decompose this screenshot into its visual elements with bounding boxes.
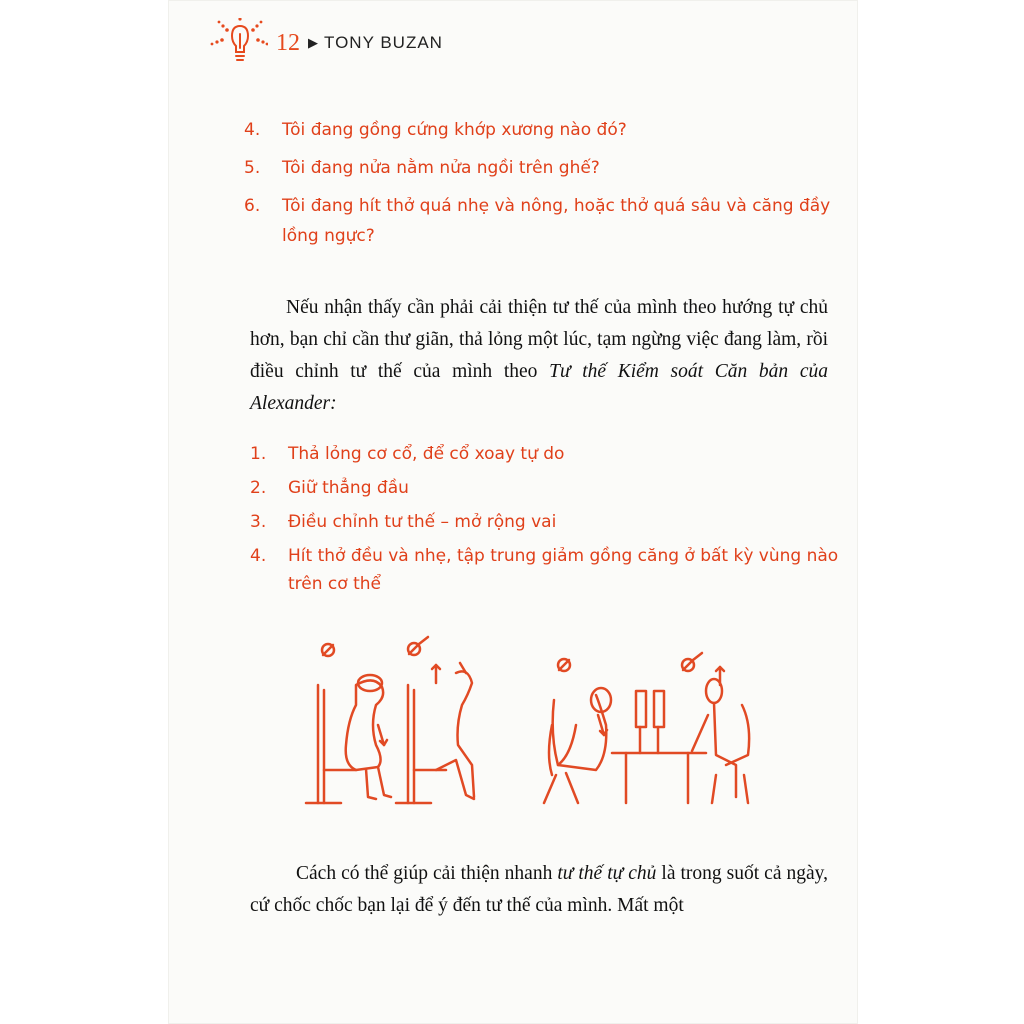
posture-illustration xyxy=(296,625,756,810)
paragraph-italic-text: Tư thế Kiểm soát Căn bản của Alexander: xyxy=(250,361,828,414)
paragraph-text: Nếu nhận thấy cần phải cải thiện tư thế của mình theo hướng tự chủ hơn, bạn chỉ cần thư giãn, thả lỏng một lúc, tạm ngừng việc đang làm, rồi điều chỉnh tư thế của mình theo xyxy=(250,297,828,382)
triangle-right-icon: ▶ xyxy=(308,35,318,50)
steps-list xyxy=(250,440,840,604)
list-item xyxy=(250,542,840,598)
list-item-number: 6. xyxy=(244,196,261,216)
paragraph-text: là trong suốt cả ngày, cứ chốc chốc bạn lại để ý đến tư thế của mình. Mất một xyxy=(250,863,828,916)
list-item-number: 4. xyxy=(250,546,267,566)
list-item-text: Thả lỏng cơ cổ, để cổ xoay tự do xyxy=(288,444,565,464)
list-item-text: Điều chỉnh tư thế – mở rộng vai xyxy=(288,512,557,532)
slumped-posture-figure xyxy=(306,644,391,803)
list-item-number: 1. xyxy=(250,444,267,464)
body-paragraph xyxy=(250,858,828,922)
page-header xyxy=(208,18,443,68)
body-paragraph xyxy=(250,292,828,420)
list-item-number: 3. xyxy=(250,512,267,532)
upright-posture-figure xyxy=(396,637,474,803)
list-item-text: Hít thở đều và nhẹ, tập trung giảm gồng căng ở bất kỳ vùng nào trên cơ thể xyxy=(288,546,839,594)
question-list xyxy=(244,115,844,259)
paragraph-text: Cách có thể giúp cải thiện nhanh xyxy=(296,863,558,884)
page-number: 12 xyxy=(276,29,300,56)
list-item xyxy=(244,115,844,145)
list-item-text: Tôi đang hít thở quá nhẹ và nông, hoặc thở quá sâu và căng đầy lồng ngực? xyxy=(282,196,831,246)
list-item-text: Tôi đang nửa nằm nửa ngồi trên ghế? xyxy=(282,158,600,178)
lightbulb-icon xyxy=(208,18,268,68)
list-item-text: Giữ thẳng đầu xyxy=(288,478,409,498)
slumped-desk-figure xyxy=(544,659,706,803)
list-item-number: 2. xyxy=(250,478,267,498)
list-item xyxy=(250,508,840,536)
list-item-text: Tôi đang gồng cứng khớp xương nào đó? xyxy=(282,120,627,140)
list-item-number: 4. xyxy=(244,120,261,140)
list-item xyxy=(244,153,844,183)
list-item xyxy=(250,474,840,502)
list-item xyxy=(244,191,844,251)
list-item xyxy=(250,440,840,468)
running-header-author: TONY BUZAN xyxy=(324,33,443,52)
upright-desk-figure xyxy=(682,653,749,803)
paragraph-italic-text: tư thế tự chủ xyxy=(557,863,657,884)
list-item-number: 5. xyxy=(244,158,261,178)
